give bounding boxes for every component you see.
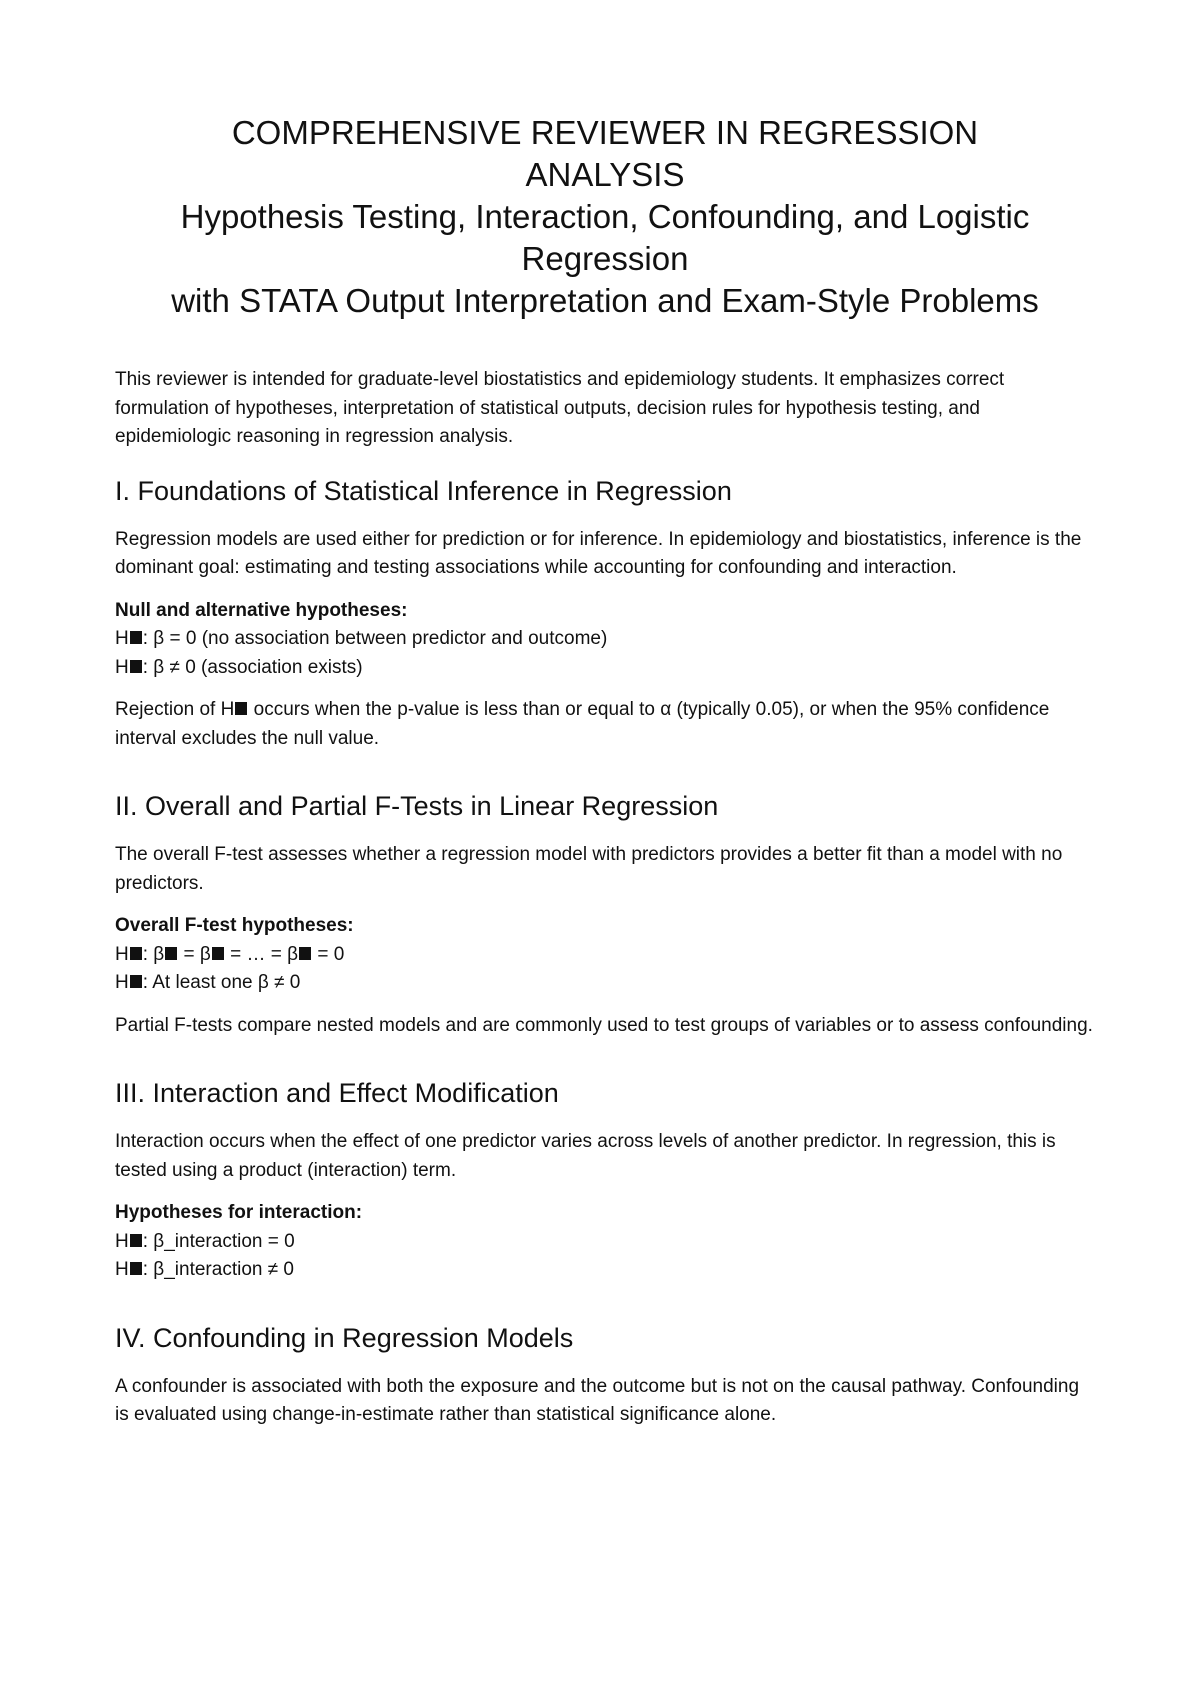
null-hypothesis-part-d: = 0 xyxy=(312,943,345,965)
section-1-paragraph: Regression models are used either for prediction or for inference. In epidemiology and biostatistics, inference is the dominant goal: estimating and testing associations while accounting for confounding and interaction. xyxy=(115,528,1082,578)
null-hypothesis xyxy=(115,941,1095,970)
missing-glyph-box xyxy=(130,947,142,960)
alternative-hypothesis-text: : β_interaction ≠ 0 xyxy=(142,1259,295,1280)
missing-glyph-box xyxy=(212,947,224,960)
null-hypothesis xyxy=(115,1228,1095,1257)
alternative-hypothesis-text: : β ≠ 0 (association exists) xyxy=(142,656,363,678)
null-hypothesis-part-b: = β xyxy=(178,943,211,965)
hypotheses-label: Overall F-test hypotheses: xyxy=(115,915,354,936)
h-symbol: H xyxy=(115,972,129,993)
alternative-hypothesis xyxy=(115,654,1095,683)
missing-glyph-box xyxy=(299,947,311,960)
missing-glyph-box xyxy=(165,947,177,960)
alternative-hypothesis-text: : At least one β ≠ 0 xyxy=(142,972,301,993)
h-symbol: H xyxy=(115,1230,129,1252)
missing-glyph-box xyxy=(130,660,142,673)
subtitle-line-2: Regression xyxy=(521,240,689,277)
section-3-heading: III. Interaction and Effect Modification xyxy=(115,1078,559,1108)
section-3-paragraph: Interaction occurs when the effect of one predictor varies across levels of another predictor. In regression, this is tested using a product (interaction) term. xyxy=(115,1131,1056,1181)
hypotheses-label: Null and alternative hypotheses: xyxy=(115,599,408,621)
section-4-paragraph: A confounder is associated with both the exposure and the outcome but is not on the causal pathway. Confounding is evaluated using change-in-estimate rather than statistical significance alone. xyxy=(115,1375,1080,1425)
section-2-heading: II. Overall and Partial F-Tests in Linear Regression xyxy=(115,791,719,821)
hypotheses-label: Hypotheses for interaction: xyxy=(115,1202,363,1223)
section-2-partial-f-paragraph: Partial F-tests compare nested models and are commonly used to test groups of variables or to assess confounding. xyxy=(115,1014,1093,1036)
intro-paragraph: This reviewer is intended for graduate-level biostatistics and epidemiology students. It emphasizes correct formulation of hypotheses, interpretation of statistical outputs, decision rules for hypothesis testing, and epidemiologic reasoning in regression analysis. xyxy=(115,369,1005,447)
alternative-hypothesis xyxy=(115,1256,1095,1285)
section-3-hypotheses xyxy=(115,1199,1095,1285)
h-symbol: H xyxy=(115,656,129,678)
missing-glyph-box xyxy=(235,702,247,715)
h-symbol: H xyxy=(115,943,129,965)
section-2-paragraph: The overall F-test assesses whether a regression model with predictors provides a better fit than a model with no predictors. xyxy=(115,844,1063,894)
section-2-hypotheses xyxy=(115,912,1095,998)
subtitle-line-1: Hypothesis Testing, Interaction, Confounding, and Logistic xyxy=(180,198,1030,235)
subtitle-line-3: with STATA Output Interpretation and Exam-Style Problems xyxy=(171,282,1039,319)
null-hypothesis xyxy=(115,625,1095,654)
null-hypothesis-text: : β = 0 (no association between predictor and outcome) xyxy=(142,628,608,649)
rejection-text-b: occurs when the p-value is less than or equal to α (typically 0.05), or when the 95% confidence interval excludes the null value. xyxy=(115,699,1050,749)
rejection-text-a: Rejection of H xyxy=(115,699,235,720)
missing-glyph-box xyxy=(130,631,142,644)
title-block xyxy=(115,112,1095,322)
null-hypothesis-part-c: = … = β xyxy=(224,943,299,965)
title-line-1: COMPREHENSIVE REVIEWER IN REGRESSION xyxy=(231,114,979,151)
h-symbol: H xyxy=(115,628,129,649)
null-hypothesis-text: : β_interaction = 0 xyxy=(142,1230,295,1252)
section-1-hypotheses xyxy=(115,597,1095,683)
null-hypothesis-part-a: : β xyxy=(142,943,165,965)
alternative-hypothesis xyxy=(115,969,1095,998)
document-page xyxy=(115,112,1095,1444)
missing-glyph-box xyxy=(130,1234,142,1247)
section-1-heading: I. Foundations of Statistical Inference in Regression xyxy=(115,475,732,506)
section-1-rejection-paragraph xyxy=(115,696,1095,753)
h-symbol: H xyxy=(115,1259,129,1280)
title-line-2: ANALYSIS xyxy=(525,156,685,193)
missing-glyph-box xyxy=(130,975,142,988)
missing-glyph-box xyxy=(130,1262,142,1275)
section-4-heading: IV. Confounding in Regression Models xyxy=(115,1322,574,1353)
